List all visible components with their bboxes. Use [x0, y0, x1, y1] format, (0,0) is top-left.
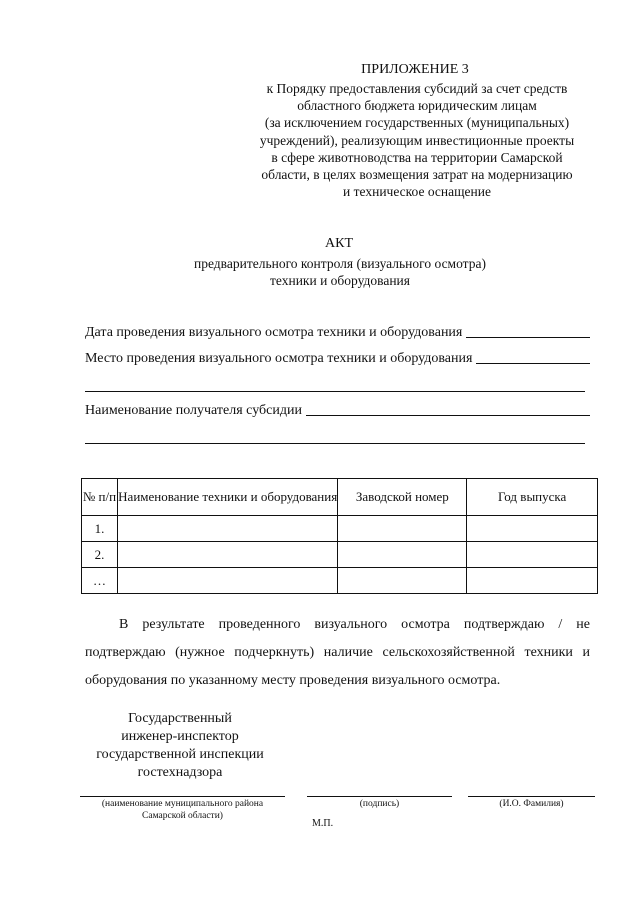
appendix-line: областного бюджета юридическим лицам: [297, 98, 537, 114]
appendix-title: ПРИЛОЖЕНИЕ 3: [361, 62, 469, 77]
recipient-label: Наименование получателя субсидии: [85, 403, 302, 418]
act-subtitle-line-2: техники и оборудования: [270, 273, 410, 288]
name-caption: (И.О. Фамилия): [499, 799, 564, 809]
appendix-line: области, в целях возмещения затрат на модернизацию: [261, 167, 573, 183]
inspection-place-field: [85, 349, 590, 367]
equipment-name-cell[interactable]: [117, 568, 338, 594]
inspection-date-field: [85, 323, 590, 341]
stamp-place-label: М.П.: [312, 818, 334, 829]
act-subtitle-line-1: предварительного контроля (визуального осмотра): [194, 256, 486, 271]
col-header-number: № п/п: [82, 479, 118, 516]
inspector-title: [85, 710, 275, 782]
act-subtitle: [150, 255, 530, 289]
district-signature-line[interactable]: [80, 796, 285, 797]
col-header-equipment-name: Наименование техники и оборудования: [117, 479, 338, 516]
result-text: В результате проведенного визуального осмотра подтверждаю / не подтверждаю (нужное подчеркнуть) наличие сельскохозяйственной техники и оборудования по указанному месту проведения визуального осмотра.: [85, 617, 590, 688]
inspector-line: гостехнадзора: [137, 765, 223, 780]
recipient-field: [85, 401, 590, 419]
act-title: АКТ: [325, 236, 353, 251]
row-number: 1.: [82, 516, 118, 542]
row-number: …: [82, 568, 118, 594]
equipment-table: [81, 478, 598, 594]
inspection-date-label: Дата проведения визуального осмотра техники и оборудования: [85, 325, 463, 340]
serial-number-cell[interactable]: [338, 568, 467, 594]
district-caption-line-1: (наименование муниципального района: [101, 799, 264, 809]
serial-number-cell[interactable]: [338, 542, 467, 568]
inspector-line: инженер-инспектор: [121, 729, 239, 744]
appendix-description: [232, 80, 602, 200]
signature-caption: (подпись): [359, 799, 400, 809]
signature-line[interactable]: [307, 796, 452, 797]
table-header-row: [82, 479, 598, 516]
equipment-name-cell[interactable]: [117, 516, 338, 542]
appendix-line: учреждений), реализующим инвестиционные проекты: [259, 132, 575, 148]
inspector-line: Государственный: [128, 711, 232, 726]
inspection-place-label: Место проведения визуального осмотра техники и оборудования: [85, 351, 473, 366]
equipment-name-cell[interactable]: [117, 542, 338, 568]
inspection-place-blank[interactable]: [476, 349, 590, 364]
col-header-serial-number: Заводской номер: [338, 479, 467, 516]
result-paragraph: [85, 611, 590, 695]
year-cell[interactable]: [467, 516, 598, 542]
row-number: 2.: [82, 542, 118, 568]
recipient-continuation-line[interactable]: [85, 443, 585, 444]
inspection-place-continuation-line[interactable]: [85, 391, 585, 392]
table-row: [82, 542, 598, 568]
table-row: [82, 516, 598, 542]
appendix-line: (за исключением государственных (муниципальных): [264, 115, 570, 131]
col-header-year: Год выпуска: [467, 479, 598, 516]
table-row: [82, 568, 598, 594]
name-signature-line[interactable]: [468, 796, 595, 797]
year-cell[interactable]: [467, 542, 598, 568]
serial-number-cell[interactable]: [338, 516, 467, 542]
appendix-line: в сфере животноводства на территории Самарской: [271, 149, 563, 165]
appendix-line: и техническое оснащение: [343, 184, 491, 200]
inspection-date-blank[interactable]: [466, 323, 590, 338]
appendix-line: к Порядку предоставления субсидий за счет средств: [266, 81, 568, 96]
district-caption: [80, 798, 285, 822]
year-cell[interactable]: [467, 568, 598, 594]
inspector-line: государственной инспекции: [96, 747, 264, 762]
district-caption-line-2: Самарской области): [142, 811, 223, 821]
recipient-blank[interactable]: [306, 401, 590, 416]
